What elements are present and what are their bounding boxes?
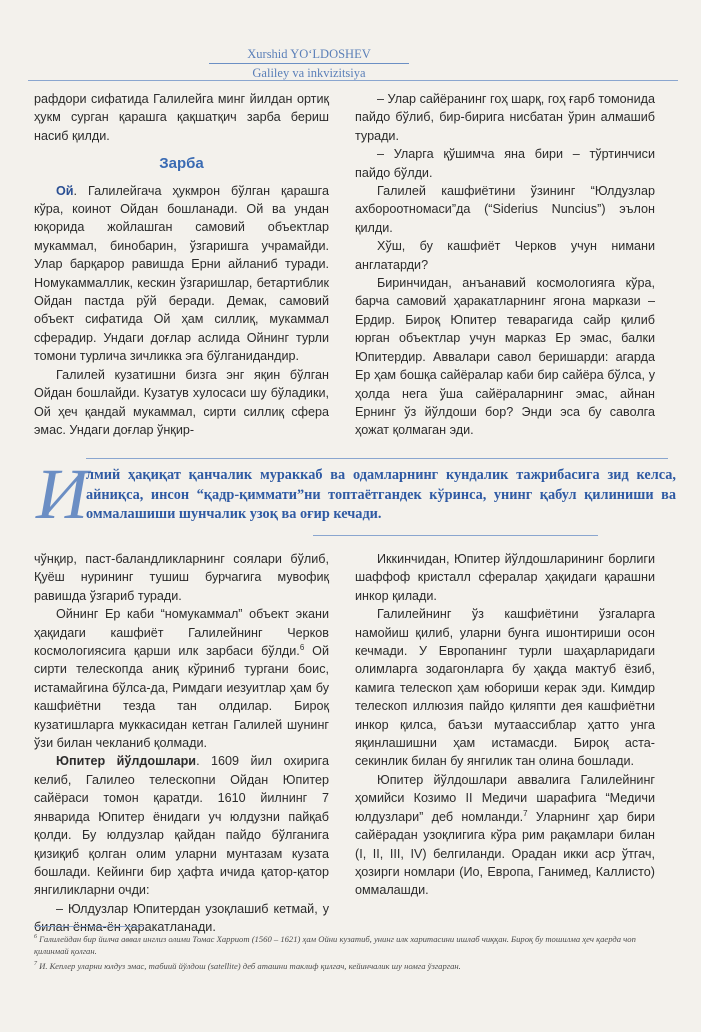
paragraph-text: Уларнинг ҳар бири сайёрадан узоқлигига кўра рим рақамлари билан (I, II, III, IV) белгиланди. Орадан икки аср ўтгач, ҳозирги номлари (Ио, Европа, Ганимед, Каллисто) оммалашди. bbox=[355, 809, 656, 898]
column-top-left bbox=[34, 90, 329, 439]
running-header bbox=[209, 46, 409, 81]
run-in-heading: Ой bbox=[56, 183, 74, 198]
paragraph-text: Ой сирти телескопда аниқ кўриниб тургани боис, истамайгина бўлса-да, Римдаги иезуитлар ҳам бу кашфиётни тезда тан олдилар. Бироқ кузатишларга муккасидан кетган Галилей шунинг ўзи билан чекланиб қолмади. bbox=[34, 644, 329, 751]
paragraph bbox=[34, 752, 329, 899]
paragraph-text: . 1609 йил охирига келиб, Галилео телескопни Ойдан Юпитер сайёраси томон қаратди. 1610 йилнинг 7 январида Юпитер ёнидаги уч юлдузни пайқаб қолди. Бу юлдузлар қайдан пайдо бўлганига қизиқиб қолган олим уларни мунтазам кузата бошлади. Кейинги бир ҳафта ичида қатор-қатор янгиликларни очди: bbox=[34, 754, 329, 898]
footnote-number: 7 bbox=[34, 960, 37, 967]
paragraph bbox=[34, 182, 329, 366]
column-bottom-left bbox=[34, 550, 329, 937]
footnote-number: 6 bbox=[34, 934, 37, 940]
footnotes bbox=[34, 931, 664, 972]
footnote-text: И. Кеплер уларни юлдуз эмас, табиий йўлдош (satellite) деб аташни таклиф қилгач, кейинчалик шу номга ўзгарган. bbox=[37, 960, 461, 971]
footnote-ref: 6 bbox=[299, 642, 305, 652]
top-divider bbox=[28, 80, 678, 81]
paragraph bbox=[355, 771, 655, 900]
footnote bbox=[34, 931, 664, 958]
paragraph: Галилей кузатишни бизга энг яқин бўлган Ойдан бошлайди. Кузатув хулосаси шу бўладики, Ой ҳеч қандай мукаммал, сирти силлиқ сфера эмас. Ундаги доғлар ўнқир- bbox=[34, 367, 329, 437]
paragraph: – Уларга қўшимча яна бири – тўртинчиси пайдо бўлди. bbox=[355, 147, 655, 180]
footnote-ref: 7 bbox=[523, 808, 528, 818]
drop-cap: И bbox=[36, 454, 88, 534]
paragraph: Хўш, бу кашфиёт Черков учун нимани англатарди? bbox=[355, 239, 655, 272]
quote-rule-top bbox=[86, 458, 668, 459]
paragraph: Галилейнинг ўз кашфиётини ўзгаларга намойиш қилиб, уларни бунга ишонтириши осон кечмади. У Европанинг турли шаҳарларидаги олимларга зодагонларга бу ҳақда мактуб ёзиб, камига телескоп ҳам юбориши керак эди. Кимдир телескоп иллюзия пайдо қиляпти дея кашфиётни инкор қилса, баъзи мутаассиблар ҳатто унга яқинлашишни ҳам истамасди. Бироқ аста-секинлик билан бу янгилик тан олина бошлади. bbox=[355, 607, 655, 769]
paragraph: – Улар сайёранинг гоҳ шарқ, гоҳ ғарб томонида пайдо бўлиб, бир-бирига нисбатан ўрин алмашиб туради. bbox=[355, 92, 655, 143]
footnote-rule bbox=[34, 926, 144, 927]
column-top-right bbox=[355, 90, 655, 440]
quote-text: лмий ҳақиқат қанчалик мураккаб ва одамларнинг кундалик тажрибасига зид келса, айниқса, инсон “қадр-қиммати”ни топтаётгандек кўринса, унинг қабул қилиниши ва оммалашиши шунчалик узоқ ва оғир кечади. bbox=[86, 467, 676, 522]
header-author: Xurshid YO‘LDOSHEV bbox=[247, 47, 371, 61]
paragraph: Галилей кашфиётини ўзининг “Юлдузлар ахбороотномаси”да (“Siderius Nuncius”) эълон қилди. bbox=[355, 184, 655, 235]
paragraph-text: Ойнинг Ер каби “номукаммал” объект экани ҳақидаги кашфиёт Галилейнинг Черков космологиясига қарши илк зарбаси бўлди. bbox=[34, 607, 329, 659]
header-rule bbox=[209, 63, 409, 64]
paragraph: Биринчидан, анъанавий космологияга кўра, барча самовий ҳаракатларнинг ягона маркази – Ердир. Бироқ Юпитер теварагида сайр қилиб юрган объектлар учун марказ Ер эмас, балки Юпитердир. Аввалари савол беришарди: агарда Ер ҳам бошқа сайёралар каби бир сайёра бўлса, у ҳолда нега ўша сайёраларнинг эмас, айнан Ернинг ўз йўлдоши бор? Энди эса бу саволга ҳожат қолмаган эди. bbox=[355, 276, 655, 438]
quote-rule-bottom bbox=[313, 535, 598, 536]
paragraph: – Юлдузлар Юпитердан узоқлашиб кетмай, у билан ёнма-ён ҳаракатланади. bbox=[34, 901, 329, 935]
paragraph: чўнқир, паст-баландликларнинг соялари бўлиб, Қуёш нурининг тушиш бурчагига мувофиқ равишда ўзгариб туради. bbox=[34, 552, 329, 603]
paragraph: рафдори сифатида Галилейга минг йилдан ортиқ ҳукм сурган қарашга қақшатқич зарба бериш насиб қилди. bbox=[34, 92, 329, 143]
footnote bbox=[34, 958, 664, 972]
header-title: Galiley va inkvizitsiya bbox=[252, 66, 366, 80]
paragraph-text: Юпитер йўлдошлари аввалига Галилейнинг ҳомийси Козимо II Медичи шарафига “Медичи юлдузлари” деб номланди. bbox=[355, 772, 655, 824]
footnote-text: Галилейдан бир йилча аввал инглиз олими Томас Харриот (1560 – 1621) ҳам Ойни кузатиб, унинг илк харитасини ишлаб чиққан. Бироқ бу тошилма ҳеч қаерда чоп қилинмай қолган. bbox=[34, 933, 636, 957]
paragraph-text: . Галилейгача ҳукмрон бўлган қарашга кўра, коинот Ойдан бошланади. Ой ва ундан юқорида жойлашган самовий объектлар мукаммал, бинобарин, ўзгаришга учрамайди. Улар барқарор равишда Ерни айланиб туради. Номукаммаллик, кескин ўзгаришлар, бетартиблик Ойдан пастда рўй беради. Демак, самовий объект сифатида Ой ҳам силлиқ, мукаммал сферадир. Ундаги доғлар аслида Ойнинг турли томони турлича зичликка эга бўлганидандир. bbox=[34, 183, 329, 364]
column-bottom-right bbox=[355, 550, 655, 900]
paragraph bbox=[34, 605, 329, 752]
paragraph: Иккинчидан, Юпитер йўлдошларининг борлиги шаффоф кристалл сфералар ҳақидаги қарашни инкор қилади. bbox=[355, 552, 655, 603]
run-in-heading: Юпитер йўлдошлари bbox=[56, 754, 197, 769]
section-heading: Зарба bbox=[159, 155, 204, 173]
pull-quote bbox=[28, 454, 678, 536]
